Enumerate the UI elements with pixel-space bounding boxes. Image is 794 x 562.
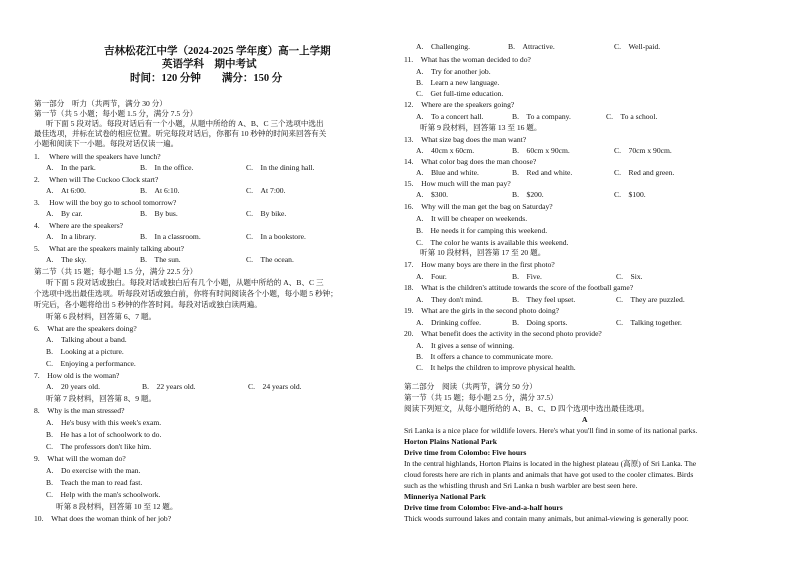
question-19: 19. What are the girls in the second photo doing? xyxy=(404,306,560,315)
park-1-drive-time: Drive time from Colombo: Five hours xyxy=(404,448,527,457)
q17-option-c: C. Six. xyxy=(616,272,643,281)
passage-paragraph-3: Thick woods surround lakes and contain many animals, but animal-viewing is generally poor. xyxy=(404,514,689,523)
q6-option-a: A. Talking about a band. xyxy=(46,335,127,344)
q5-option-a: A. The sky. xyxy=(46,255,87,264)
q14-option-b: B. Red and white. xyxy=(512,168,573,177)
q2-option-a: A. At 6:00. xyxy=(46,186,86,195)
q8-option-a: A. He's busy with this week's exam. xyxy=(46,418,162,427)
question-15: 15. How much will the man pay? xyxy=(404,179,511,188)
q4-option-b: B. In a classroom. xyxy=(140,232,201,241)
q10-option-c: C. Well-paid. xyxy=(614,42,661,51)
q9-option-b: B. Teach the man to read fast. xyxy=(46,478,143,487)
q10-option-b: B. Attractive. xyxy=(508,42,555,51)
q2-option-c: C. At 7:00. xyxy=(246,186,286,195)
park-1-name: Horton Plains National Park xyxy=(404,437,498,446)
exam-title-line1: 吉林松花江中学（2024-2025 学年度）高一上学期 xyxy=(104,46,331,57)
q4-option-c: C. In a bookstore. xyxy=(246,232,306,241)
question-1: 1. Where will the speakers have lunch? xyxy=(34,152,161,161)
q11-option-b: B. Learn a new language. xyxy=(416,78,500,87)
section2-instruction-1: 听下面 5 段对话或独白。每段对话或独白后有几个小题，从题中所给的 A、B、C 三 xyxy=(46,278,324,287)
q14-option-a: A. Blue and white. xyxy=(416,168,479,177)
section1-instruction-1: 听下面 5 段对话。每段对话后有一个小题，从题中所给的 A、B、C 三个选项中选出 xyxy=(46,119,324,128)
q5-option-c: C. The ocean. xyxy=(246,255,294,264)
passage-label: A xyxy=(582,415,588,424)
q5-option-b: B. The sun. xyxy=(140,255,181,264)
q8-option-b: B. He has a lot of schoolwork to do. xyxy=(46,430,162,439)
q16-option-b: B. He needs it for camping this weekend. xyxy=(416,226,548,235)
question-7: 7. How old is the woman? xyxy=(34,371,120,380)
question-14: 14. What color bag does the man choose? xyxy=(404,157,537,166)
park-2-drive-time: Drive time from Colombo: Five-and-a-half hours xyxy=(404,503,563,512)
q18-option-a: A. They don't mind. xyxy=(416,295,483,304)
passage-paragraph-1: Sri Lanka is a nice place for wildlife lovers. Here's what you'll find in some of its national parks. xyxy=(404,426,698,435)
q16-option-c: C. The color he wants is available this weekend. xyxy=(416,238,569,247)
question-18: 18. What is the children's attitude towards the score of the football game? xyxy=(404,283,634,292)
section2-heading: 第二节（共 15 题；每小题 1.5 分，满分 22.5 分） xyxy=(34,267,198,276)
q3-option-b: B. By bus. xyxy=(140,209,178,218)
question-4: 4. Where are the speakers? xyxy=(34,221,124,230)
question-12: 12. Where are the speakers going? xyxy=(404,100,515,109)
part1-heading: 第一部分 听力（共两节，满分 30 分） xyxy=(34,99,167,108)
q20-option-c: C. It helps the children to improve physical health. xyxy=(416,363,576,372)
q11-option-a: A. Try for another job. xyxy=(416,67,491,76)
question-16: 16. Why will the man get the bag on Saturday? xyxy=(404,202,553,211)
q13-option-b: B. 60cm x 90cm. xyxy=(512,146,570,155)
q13-option-a: A. 40cm x 60cm. xyxy=(416,146,475,155)
material-10-note: 听第 10 段材料，回答第 17 至 20 题。 xyxy=(420,248,546,257)
material-8-note: 听第 8 段材料，回答第 10 至 12 题。 xyxy=(56,502,178,511)
q14-option-c: C. Red and green. xyxy=(614,168,675,177)
q12-option-c: C. To a school. xyxy=(606,112,658,121)
question-3: 3. How will the boy go to school tomorrow? xyxy=(34,198,177,207)
q8-option-c: C. The professors don't like him. xyxy=(46,442,152,451)
q7-option-b: B. 22 years old. xyxy=(142,382,196,391)
passage-paragraph-2-line3: such as the whistling thrush and Sri Lanka n bush warbler are best seen here. xyxy=(404,481,638,490)
passage-paragraph-2-line2: cloud forests here are rich in plants and animals that have got used to the cooler climates. Birds xyxy=(404,470,694,479)
q2-option-b: B. At 6:10. xyxy=(140,186,180,195)
material-7-note: 听第 7 段材料，回答第 8、9 题。 xyxy=(46,394,157,403)
question-9: 9. What will the woman do? xyxy=(34,454,126,463)
q20-option-b: B. It offers a chance to communicate more. xyxy=(416,352,553,361)
part2-heading: 第二部分 阅读（共两节，满分 50 分） xyxy=(404,382,537,391)
material-6-note: 听第 6 段材料，回答第 6、7 题。 xyxy=(46,312,157,321)
section2-instruction-3: 听完后，各小题将给出 5 秒钟的作答时间。每段对话或独白读两遍。 xyxy=(34,300,262,309)
q20-option-a: A. It gives a sense of winning. xyxy=(416,341,515,350)
q1-option-c: C. In the dining hall. xyxy=(246,163,315,172)
q6-option-c: C. Enjoying a performance. xyxy=(46,359,136,368)
q18-option-c: C. They are puzzled. xyxy=(616,295,685,304)
q7-option-c: C. 24 years old. xyxy=(248,382,302,391)
q15-option-a: A. $300. xyxy=(416,190,449,199)
q3-option-c: C. By bike. xyxy=(246,209,287,218)
q4-option-a: A. In a library. xyxy=(46,232,97,241)
passage-paragraph-2-line1: In the central highlands, Horton Plains is located in the highest plateau (高原) of Sri Lanka. The xyxy=(404,459,697,468)
material-9-note: 听第 9 段材料，回答第 13 至 16 题。 xyxy=(420,123,542,132)
q7-option-a: A. 20 years old. xyxy=(46,382,100,391)
section1-heading: 第一节（共 5 小题；每小题 1.5 分，满分 7.5 分） xyxy=(34,109,198,118)
q17-option-b: B. Five. xyxy=(512,272,542,281)
q19-option-c: C. Talking together. xyxy=(616,318,682,327)
question-13: 13. What size bag does the man want? xyxy=(404,135,527,144)
exam-title-line2: 英语学科 期中考试 xyxy=(162,59,257,70)
q9-option-a: A. Do exercise with the man. xyxy=(46,466,141,475)
question-10: 10. What does the woman think of her job? xyxy=(34,514,172,523)
q11-option-c: C. Get full-time education. xyxy=(416,89,504,98)
q15-option-c: C. $100. xyxy=(614,190,646,199)
q1-option-b: B. In the office. xyxy=(140,163,194,172)
section1-instruction-2: 最佳选项，并标在试卷的相应位置。听完每段对话后，你都有 10 秒钟的时间来回答有关 xyxy=(34,129,327,138)
question-2: 2. When will The Cuckoo Clock start? xyxy=(34,175,159,184)
question-8: 8. Why is the man stressed? xyxy=(34,406,125,415)
q19-option-a: A. Drinking coffee. xyxy=(416,318,482,327)
q1-option-a: A. In the park. xyxy=(46,163,96,172)
q3-option-a: A. By car. xyxy=(46,209,83,218)
question-17: 17. How many boys are there in the first photo? xyxy=(404,260,555,269)
q6-option-b: B. Looking at a picture. xyxy=(46,347,124,356)
section2-instruction-2: 个选项中选出最佳选项。听每段对话或独白前，你将有时间阅读各个小题，每小题 5 秒钟； xyxy=(34,289,338,298)
park-2-name: Minneriya National Park xyxy=(404,492,486,501)
q12-option-a: A. To a concert hall. xyxy=(416,112,484,121)
q13-option-c: C. 70cm x 90cm. xyxy=(614,146,672,155)
q12-option-b: B. To a company. xyxy=(512,112,571,121)
part2-instruction: 阅读下列短文，从每小题所给的 A、B、C、D 四个选项中选出最佳选项。 xyxy=(404,404,650,413)
part2-section1-heading: 第一节（共 15 题；每小题 2.5 分，满分 37.5） xyxy=(404,393,558,402)
q15-option-b: B. $200. xyxy=(512,190,544,199)
q19-option-b: B. Doing sports. xyxy=(512,318,568,327)
q16-option-a: A. It will be cheaper on weekends. xyxy=(416,214,528,223)
q17-option-a: A. Four. xyxy=(416,272,447,281)
q18-option-b: B. They feel upset. xyxy=(512,295,576,304)
q9-option-c: C. Help with the man's schoolwork. xyxy=(46,490,161,499)
question-11: 11. What has the woman decided to do? xyxy=(404,55,531,64)
question-6: 6. What are the speakers doing? xyxy=(34,324,137,333)
exam-title-line3: 时间：120 分钟 满分：150 分 xyxy=(130,73,283,84)
q10-option-a: A. Challenging. xyxy=(416,42,470,51)
question-5: 5. What are the speakers mainly talking about? xyxy=(34,244,184,253)
section1-instruction-3: 小题和阅读下一小题。每段对话仅读一遍。 xyxy=(34,139,179,148)
question-20: 20. What benefit does the activity in the second photo provide? xyxy=(404,329,602,338)
